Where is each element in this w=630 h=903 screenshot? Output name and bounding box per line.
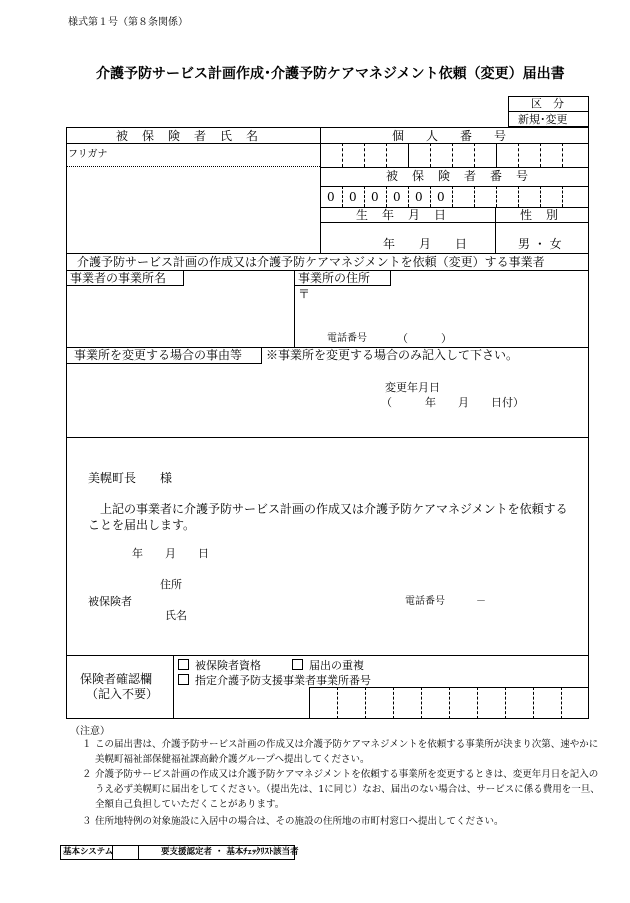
declarant-name-field[interactable] [200,606,390,622]
footer-system: 基本システム [63,847,114,857]
note-item: 住所地特例の対象施設に入居中の場合は、その施設の住所地の市町村窓口へ提出してください。 [95,816,504,827]
change-date-value[interactable]: （ 年 月 日付） [381,396,524,409]
kubun-value[interactable]: 新規･変更 [518,113,568,126]
note-item: 介護予防サービス計画の作成又は介護予防ケアマネジメントを依頼する事業所を変更するときは、変更年月日を記入のうえ必ず美幌町に届出をしてください。（提出先は、1に同じ）なお、届出のない場合は、サービスに係る費用を一旦、全額自己負担していただくことがあります。 [95,769,600,810]
hihoken-digit: 0 [349,190,357,204]
insured-name-field[interactable] [68,170,318,250]
page-title: 介護予防サービス計画作成･介護予防ケアマネジメント依頼（変更）届出書 [96,66,565,82]
declaration-body: 上記の事業者に介護予防サービス計画の作成又は介護予防ケアマネジメントを依頼することを届出します。 [88,502,568,532]
hihoken-digit: 0 [371,190,379,204]
confirm-label-note: （記入不要） [86,687,159,701]
declarant-insured-label: 被保険者 [88,595,132,608]
checkbox-icon[interactable] [178,674,189,685]
office-address-label: 事業所の住所 [298,271,371,285]
insured-name-label: 被保険者氏名 [116,129,273,143]
office-phone-field[interactable]: （ ） [397,332,452,345]
postal-mark: 〒 [298,287,311,301]
notes-title: （注意） [70,726,110,737]
checkbox-icon[interactable] [292,659,303,670]
note-item: この届出書は、介護予防サービス計画の作成又は介護予防ケアマネジメントを依頼する事業所が決まり次第、速やかに美幌町福祉部保健福祉課高齢介護グループへ提出してください。 [95,739,599,765]
check-provider-number[interactable]: 指定介護予防支援事業者事業所番号 [178,674,371,686]
declaration-date[interactable]: 年 月 日 [132,547,209,560]
note-number: １ [82,739,92,750]
form-id: 様式第１号（第８条関係） [68,17,188,28]
check-duplicate[interactable]: 届出の重複 [292,659,364,671]
checkbox-icon[interactable] [178,659,189,670]
hihoken-number-field[interactable] [453,187,588,206]
note-number: ３ [82,816,92,827]
kojin-number-label: 個人番号 [392,129,529,143]
furigana-label: フリガナ [68,149,108,160]
office-address-field[interactable] [312,288,586,328]
kojin-number-field[interactable] [321,144,588,166]
declarant-address-field[interactable] [200,575,500,591]
hihoken-digit: 0 [327,190,335,204]
hihoken-digit: 0 [437,190,445,204]
declarant-phone-label: 電話番号 [405,596,445,607]
declarant-phone-field[interactable]: － [476,596,486,607]
footer-target: 要支援認定者 ・ 基本ﾁｪｯｸﾘｽﾄ該当者 [161,847,299,857]
hihoken-number-label: 被保険者番号 [386,169,543,183]
sex-label: 性別 [520,208,573,222]
note-number: ２ [82,769,92,780]
confirm-label: 保険者確認欄 [80,672,153,686]
birthdate-value[interactable]: 年 月 日 [383,237,468,251]
addressee: 美幌町長 様 [88,471,173,485]
change-reason-note: ※事業所を変更する場合のみ記入して下さい。 [266,348,519,362]
kubun-label: 区 分 [531,97,564,110]
declarant-name-label: 氏名 [165,609,187,622]
sex-value[interactable]: 男 ・ 女 [518,237,562,251]
hihoken-digit: 0 [415,190,423,204]
office-name-field[interactable] [68,288,292,344]
hihoken-digit: 0 [393,190,401,204]
provider-section-title: 介護予防サービス計画の作成又は介護予防ケアマネジメントを依頼（変更）する事業者 [77,255,545,269]
birthdate-label: 生年月日 [356,208,461,222]
change-date-label: 変更年月日 [385,381,440,394]
change-reason-label: 事業所を変更する場合の事由等 [74,348,243,362]
change-reason-field[interactable] [68,366,368,434]
declarant-address-label: 住所 [160,578,182,591]
office-phone-label: 電話番号 [327,333,367,344]
office-name-label: 事業者の事業所名 [70,271,167,285]
check-insured-status[interactable]: 被保険者資格 [178,659,261,671]
